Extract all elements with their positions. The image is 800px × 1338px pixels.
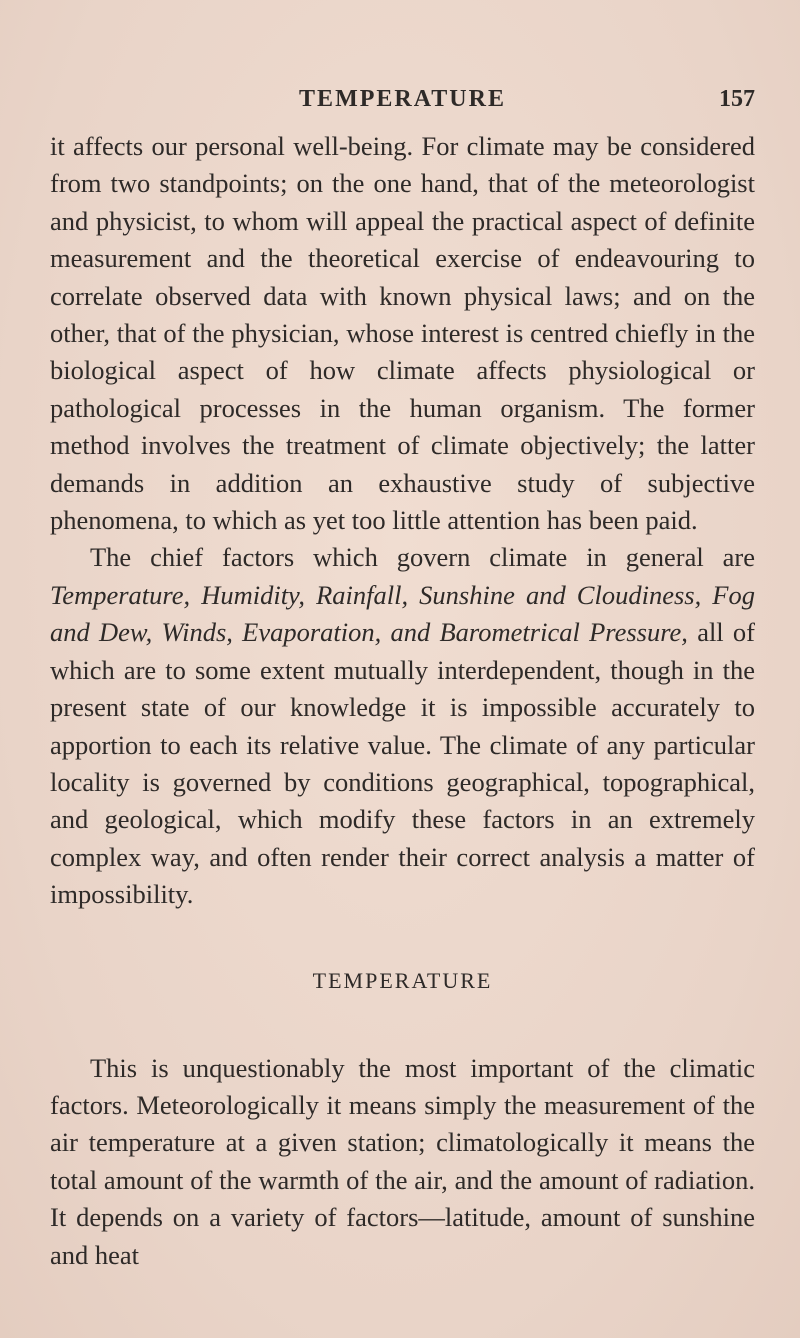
paragraph-2-lead: The chief factors which govern climate in general are [90,542,755,573]
running-title: TEMPERATURE [299,86,506,112]
body-text [50,128,755,1274]
page-number: 157 [719,86,755,112]
paragraph-1: it affects our personal well-being. For climate may be considered from two standpoints; on the one hand, that of the meteorologist and physicist, to whom will appeal the practical aspect of definite measurement and the theoretical exercise of endeavouring to correlate observed data with known physical laws; and on the other, that of the physician, whose interest is centred chiefly in the biological aspect of how climate affects physiological or pathological processes in the human organism. The former method involves the treatment of climate objectively; the latter demands in addition an exhaustive study of subjective phenomena, to which as yet too little attention has been paid. [50,131,755,536]
section-heading: TEMPERATURE [312,967,493,993]
paragraph-2 [50,539,755,913]
climate-factors-list: Temperature, Humidity, Rainfall, Sunshine and Cloudiness, Fog and Dew, Winds, Evaporation, and Barometrical Pressure, [50,579,755,648]
running-head [50,86,755,126]
paragraph-2-rest: all of which are to some extent mutually interdependent, though in the present state of our knowledge it is impossible accurately to apportion to each its relative value. The climate of any particular locality is governed by conditions geographical, topographical, and geological, which modify these factors in an extremely complex way, and often render their correct analysis a matter of impossibility. [50,617,755,910]
paragraph-3: This is unquestionably the most important of the climatic factors. Meteorologically it means simply the measurement of the air temperature at a given station; climatologically it means the total amount of the warmth of the air, and the amount of radiation. It depends on a variety of factors—latitude, amount of sunshine and heat [50,1052,755,1270]
